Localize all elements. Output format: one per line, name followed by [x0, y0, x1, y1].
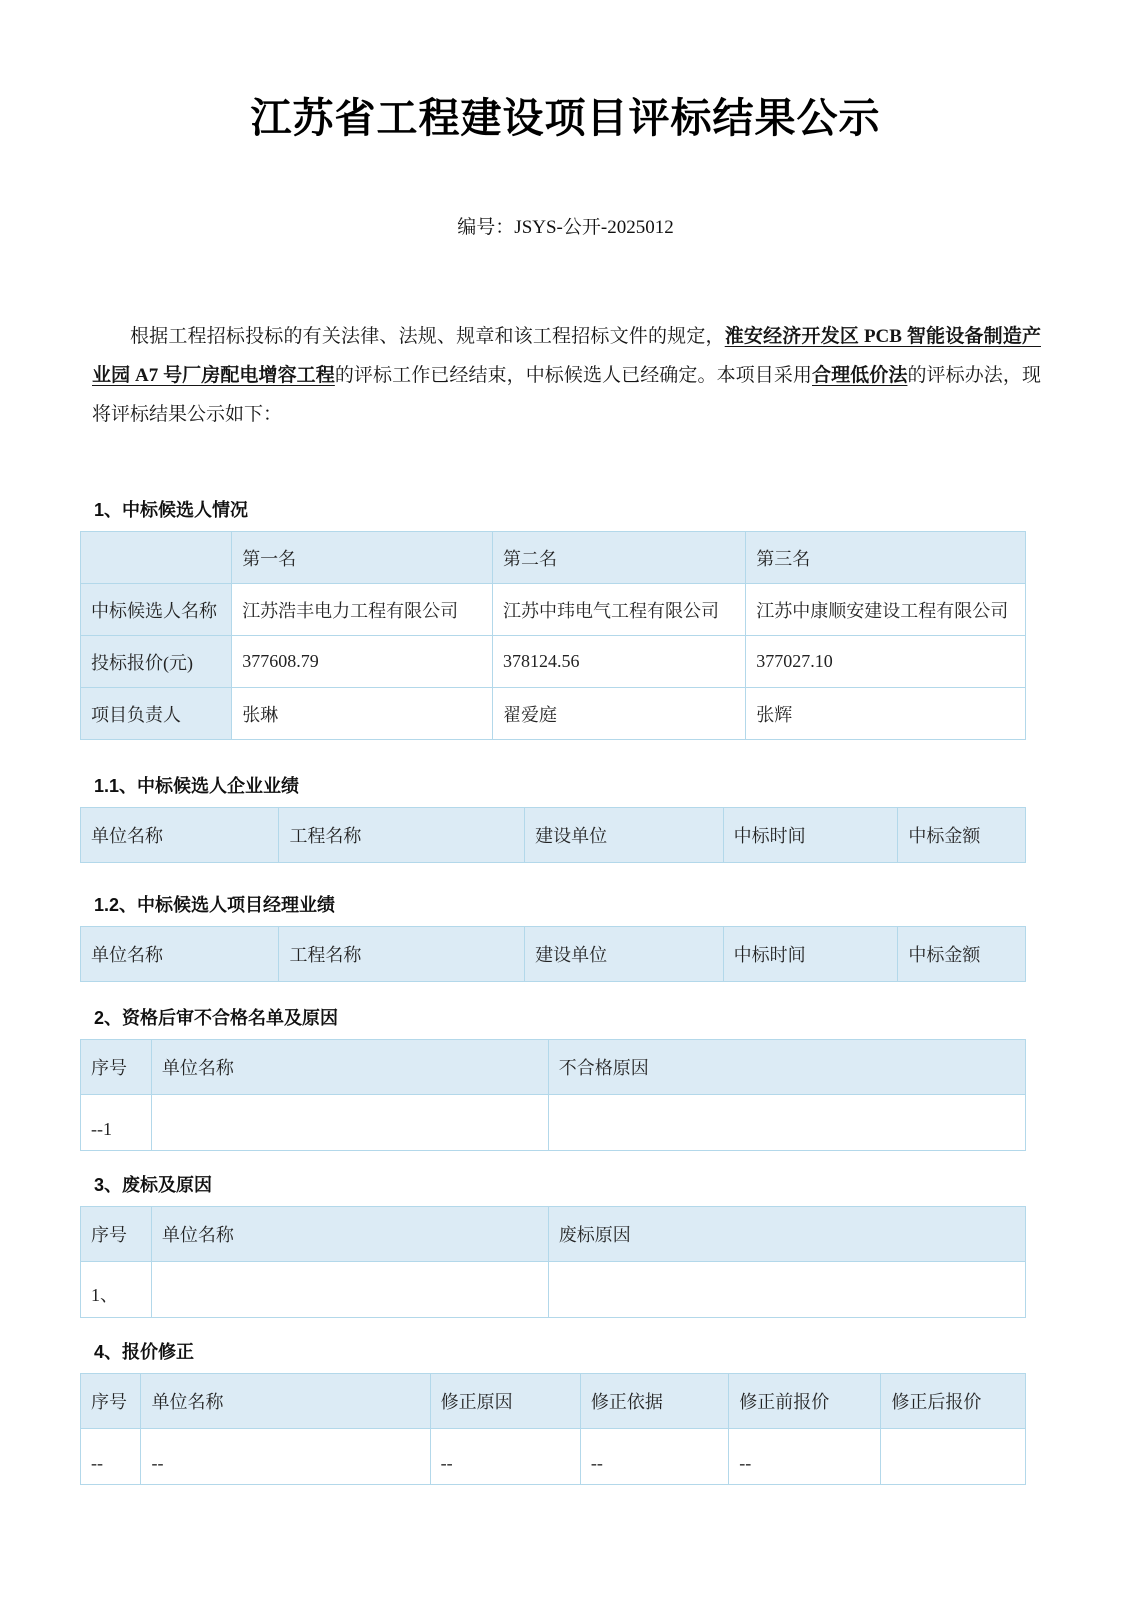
reason-cell [548, 1095, 1025, 1151]
table-row [81, 1095, 1026, 1151]
intro-tail: 的评标办法，现将评标结果公示如下： [92, 365, 1041, 425]
column-header: 废标原因 [548, 1207, 1025, 1262]
section-company-performance [80, 774, 1026, 863]
rejected-bids-table [80, 1206, 1026, 1318]
table-header-row [81, 1374, 1026, 1429]
section-1-1-heading: 1.1、中标候选人企业业绩 [94, 776, 300, 796]
column-header: 第一名 [232, 532, 493, 584]
corner-cell [81, 532, 232, 584]
table-header-row [81, 927, 1026, 982]
column-header: 建设单位 [525, 808, 723, 863]
row-label: 投标报价(元) [81, 636, 232, 688]
section-price-correction [80, 1340, 1026, 1485]
column-header: 序号 [81, 1374, 141, 1429]
column-header: 修正依据 [580, 1374, 728, 1429]
bid-price-1: 377608.79 [232, 636, 493, 688]
candidate-name-3: 江苏中康顺安建设工程有限公司 [746, 584, 1026, 636]
column-header: 中标时间 [723, 808, 898, 863]
table-row [81, 584, 1026, 636]
column-header: 序号 [81, 1207, 152, 1262]
column-header: 中标时间 [723, 927, 898, 982]
column-header: 修正后报价 [881, 1374, 1026, 1429]
seq-cell: -- [81, 1429, 141, 1485]
intro-paragraph [92, 317, 1041, 434]
table-header-row [81, 808, 1026, 863]
candidate-name-2: 江苏中玮电气工程有限公司 [493, 584, 746, 636]
doc-number: 编号：JSYS-公开-2025012 [457, 217, 674, 238]
column-header: 工程名称 [279, 808, 525, 863]
column-header: 修正前报价 [729, 1374, 881, 1429]
column-header: 不合格原因 [548, 1040, 1025, 1095]
column-header: 第二名 [493, 532, 746, 584]
company-performance-table [80, 807, 1026, 863]
seq-cell: --1 [81, 1095, 152, 1151]
column-header: 工程名称 [279, 927, 525, 982]
column-header: 单位名称 [151, 1040, 548, 1095]
section-4-heading: 4、报价修正 [94, 1342, 195, 1362]
price-after-cell [881, 1429, 1026, 1485]
project-name: 淮安经济开发区 PCB 智能设备制造产业园 A7 号厂房配电增容工程 [92, 326, 1041, 386]
bid-price-3: 377027.10 [746, 636, 1026, 688]
section-3-heading: 3、废标及原因 [94, 1175, 213, 1195]
section-1-heading: 1、中标候选人情况 [94, 500, 249, 520]
unit-name-cell [151, 1095, 548, 1151]
row-label: 中标候选人名称 [81, 584, 232, 636]
page-title: 江苏省工程建设项目评标结果公示 [250, 95, 881, 141]
column-header: 修正原因 [430, 1374, 580, 1429]
column-header: 单位名称 [81, 808, 279, 863]
section-2-heading: 2、资格后审不合格名单及原因 [94, 1008, 339, 1028]
candidate-name-1: 江苏浩丰电力工程有限公司 [232, 584, 493, 636]
project-manager-2: 翟爱庭 [493, 688, 746, 740]
correction-reason-cell: -- [430, 1429, 580, 1485]
seq-cell: 1、 [81, 1262, 152, 1318]
correction-basis-cell: -- [580, 1429, 728, 1485]
table-row [81, 1262, 1026, 1318]
column-header: 序号 [81, 1040, 152, 1095]
row-label: 项目负责人 [81, 688, 232, 740]
section-1-2-heading: 1.2、中标候选人项目经理业绩 [94, 895, 336, 915]
table-row [81, 688, 1026, 740]
manager-performance-table [80, 926, 1026, 982]
table-row [81, 1429, 1026, 1485]
section-candidates [80, 498, 1026, 740]
table-header-row [81, 1207, 1026, 1262]
disqualified-table [80, 1039, 1026, 1151]
column-header: 中标金额 [898, 808, 1026, 863]
unit-name-cell [151, 1262, 548, 1318]
price-before-cell: -- [729, 1429, 881, 1485]
price-correction-table [80, 1373, 1026, 1485]
evaluation-method: 合理低价法 [812, 365, 908, 386]
candidates-table [80, 531, 1026, 740]
intro-mid: 的评标工作已经结束，中标候选人已经确定。本项目采用 [334, 365, 812, 386]
column-header: 单位名称 [141, 1374, 430, 1429]
column-header: 建设单位 [525, 927, 723, 982]
column-header: 中标金额 [898, 927, 1026, 982]
section-rejected-bids [80, 1173, 1026, 1318]
section-disqualified [80, 1006, 1026, 1151]
project-manager-3: 张辉 [746, 688, 1026, 740]
column-header: 第三名 [746, 532, 1026, 584]
table-header-row [81, 532, 1026, 584]
column-header: 单位名称 [81, 927, 279, 982]
intro-lead: 根据工程招标投标的有关法律、法规、规章和该工程招标文件的规定， [130, 326, 725, 347]
table-row [81, 636, 1026, 688]
unit-name-cell: -- [141, 1429, 430, 1485]
table-header-row [81, 1040, 1026, 1095]
bid-price-2: 378124.56 [493, 636, 746, 688]
project-manager-1: 张琳 [232, 688, 493, 740]
column-header: 单位名称 [151, 1207, 548, 1262]
section-manager-performance [80, 893, 1026, 982]
reason-cell [548, 1262, 1025, 1318]
